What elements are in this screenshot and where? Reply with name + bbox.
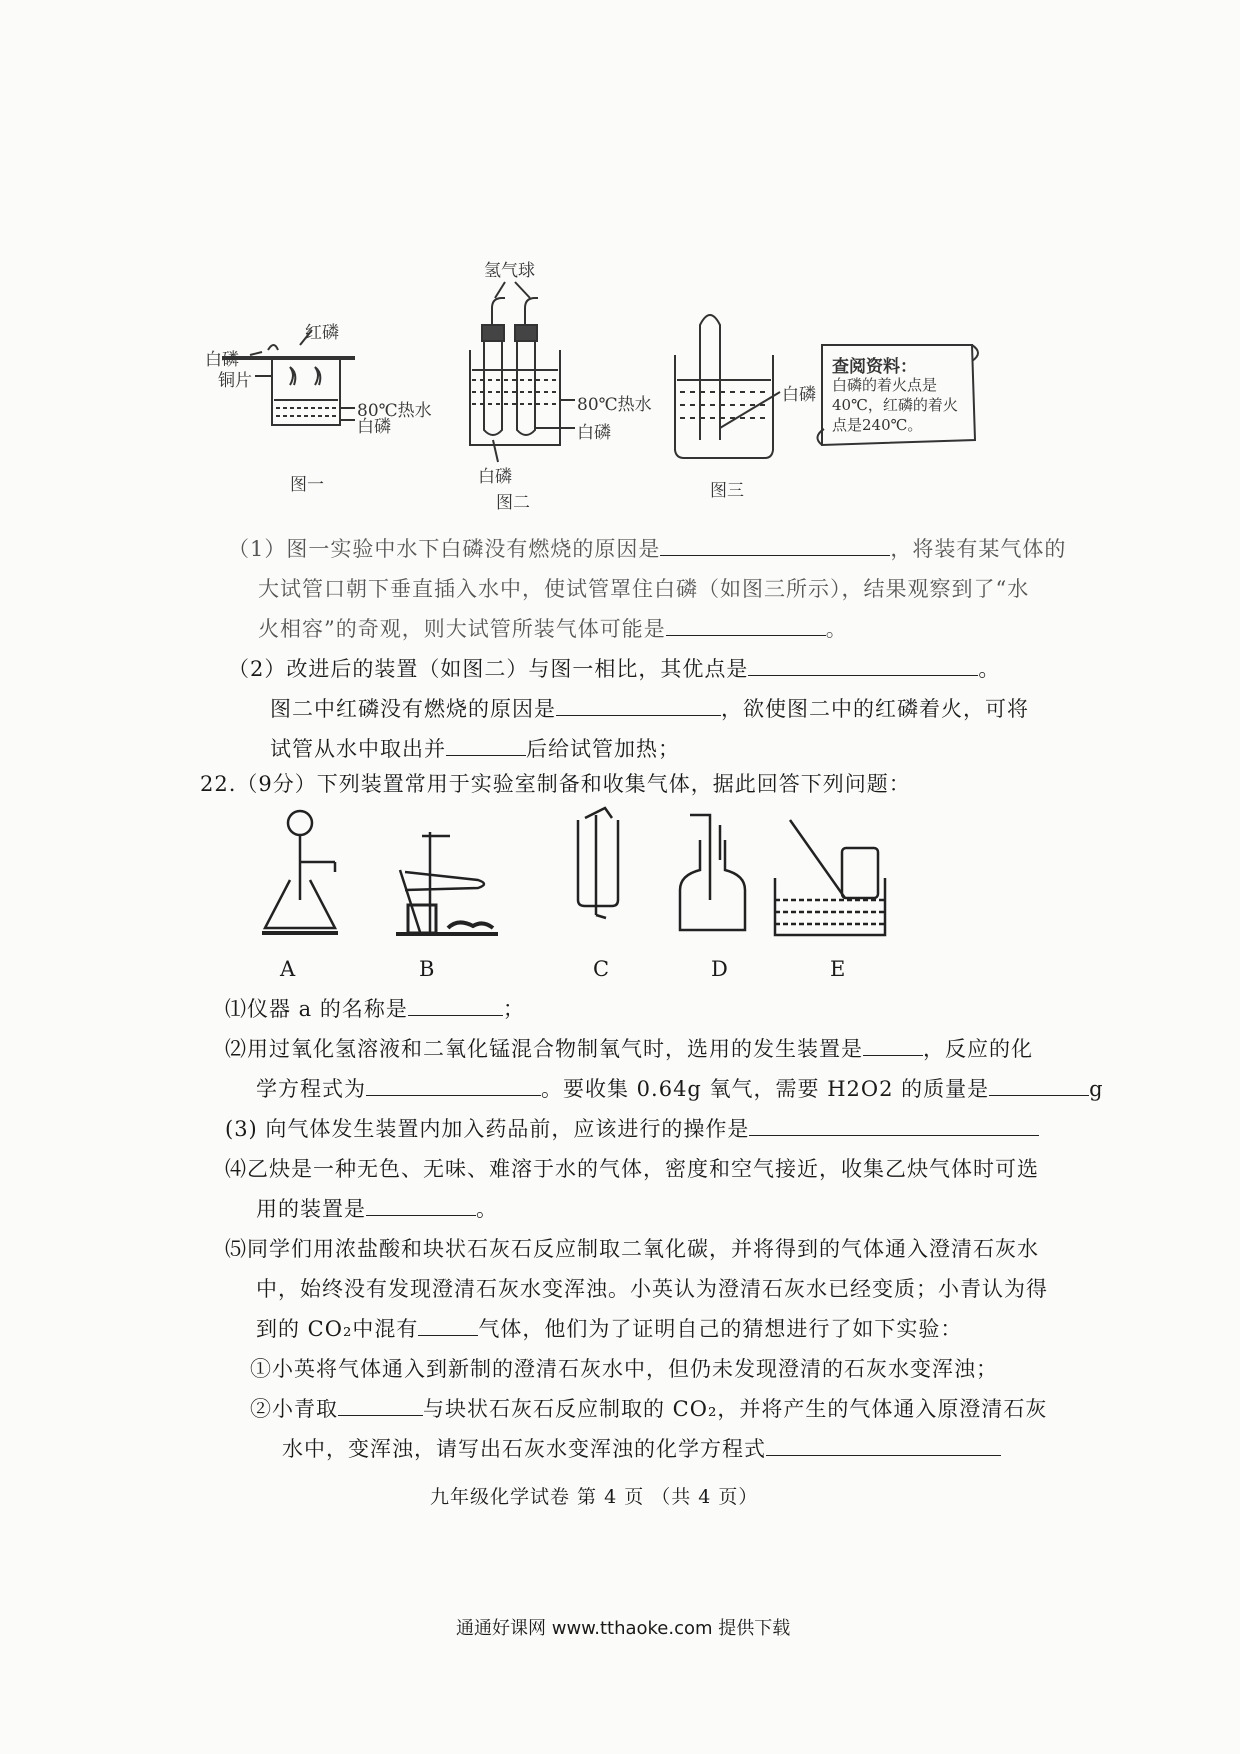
q22-s5-text: ⑸同学们用浓盐酸和块状石灰石反应制取二氧化碳，并将得到的气体通入澄清石灰水 [225, 1237, 1039, 1261]
download-watermark: 通通好课网 www.tthaoke.com 提供下载 [456, 1618, 791, 1639]
q21-p2-blank3[interactable] [446, 735, 526, 756]
q22-s4-line2 [256, 1195, 498, 1223]
fig2-label-balloon: 氢气球 [484, 261, 535, 281]
q21-p1-line1 [228, 535, 1066, 563]
note-box-line-2: 40℃，红磷的着火 [832, 396, 958, 414]
note-box-line-3: 点是240℃。 [832, 416, 923, 434]
q22-s3 [225, 1115, 1039, 1143]
q22-s2-line2-text: 学方程式为 [256, 1077, 366, 1101]
fig1-label-white-phosphorus-top: 白磷 [205, 350, 239, 370]
q21-p2-line2 [270, 695, 1029, 723]
q22-s1-blank[interactable] [408, 995, 503, 1016]
q22-s5-item1-text: ①小英将气体通入到新制的澄清石灰水中，但仍未发现澄清的石灰水变浑浊； [250, 1357, 998, 1381]
apparatus-label-d: D [711, 957, 729, 981]
q21-p2-line3 [270, 735, 680, 763]
apparatus-label-b: B [419, 957, 436, 981]
q22-s5-item2-line2 [282, 1435, 1001, 1463]
q21-p1-line2 [258, 575, 1029, 603]
q22-s2-line1 [225, 1035, 1033, 1063]
q21-p2-line3-tail: 后给试管加热； [526, 737, 680, 761]
note-box-line-1: 白磷的着火点是 [832, 376, 938, 394]
q22-s5-line2-text: 中，始终没有发现澄清石灰水变浑浊。小英认为澄清石灰水已经变质；小青认为得 [256, 1277, 1048, 1301]
q22-s5-line3-tail: 气体，他们为了证明自己的猜想进行了如下实验： [478, 1317, 963, 1341]
q22-s5-blank2[interactable] [338, 1395, 423, 1416]
q21-p1-line2-text: 大试管口朝下垂直插入水中，使试管罩住白磷（如图三所示），结果观察到了“水 [258, 577, 1030, 601]
q22-s5-item2-line2-text: 水中，变浑浊，请写出石灰水变浑浊的化学方程式 [282, 1437, 766, 1461]
q22-s2-blank1[interactable] [863, 1035, 923, 1056]
q22-s4-text: ⑷乙炔是一种无色、无味、难溶于水的气体，密度和空气接近，收集乙炔气体时可选 [225, 1157, 1039, 1181]
q22-s5-item2-tail: 与块状石灰石反应制取的 CO₂，并将产生的气体通入原澄清石灰 [423, 1397, 1048, 1421]
q22-s4-line1 [225, 1155, 1039, 1183]
q21-p2-line1: （2）改进后的装置（如图二）与图一相比，其优点是 。 [228, 657, 1001, 681]
q22-s3-blank[interactable] [749, 1115, 1039, 1136]
q22-s5-line3-text: 到的 CO₂中混有 [256, 1317, 419, 1341]
apparatus-label-a: A [280, 957, 297, 981]
q22-s5-line3 [256, 1315, 962, 1343]
q22-s5-line1 [225, 1235, 1039, 1263]
q22-s1 [225, 995, 525, 1023]
q22-s4-line2-tail: 。 [476, 1197, 498, 1221]
fig1-label-red-phosphorus: 红磷 [305, 323, 339, 343]
page-number-label: 九年级化学试卷 第 4 页 （共 4 页） [430, 1486, 759, 1508]
q21-p2-line2-tail: ，欲使图二中的红磷着火，可将 [721, 697, 1029, 721]
q22-s1-tail: ； [502, 997, 525, 1021]
q22-s2-line2-mid: 。要收集 0.64g 氧气，需要 H2O2 的质量是 [541, 1077, 990, 1101]
q22-s2-tail: ，反应的化 [923, 1037, 1033, 1061]
q22-header: 22.（9分）下列装置常用于实验室制备和收集气体，据此回答下列问题： [200, 772, 911, 796]
fig2-label-white-phosphorus-bottom: 白磷 [478, 467, 512, 487]
fig3-caption: 图三 [710, 481, 744, 501]
q21-p1-blank2[interactable] [666, 615, 826, 636]
q21-p2-blank1[interactable] [748, 655, 978, 676]
q22-s5-blank3[interactable] [766, 1435, 1001, 1456]
apparatus-label-c: C [593, 957, 611, 981]
q22-s5-line2 [256, 1275, 1048, 1303]
q21-p1-line3-text: 火相容”的奇观，则大试管所装气体可能是 [258, 617, 666, 641]
q21-p1-text: （1）图一实验中水下白磷没有燃烧的原因是 [228, 537, 661, 561]
q21-p1-tail: ，将装有某气体的 [890, 537, 1067, 561]
fig1-caption: 图一 [290, 475, 324, 495]
fig1-label-copper: 铜片 [218, 371, 252, 391]
fig1-label-white-phosphorus-bottom: 白磷 [357, 417, 391, 437]
q22-s2-blank2[interactable] [366, 1075, 541, 1096]
q22-s5-item1 [250, 1355, 998, 1383]
q22-s2-line2 [256, 1075, 1104, 1103]
q22-s5-item2-text: ②小青取 [250, 1397, 338, 1421]
q22-s2-text: ⑵用过氧化氢溶液和二氧化锰混合物制氧气时，选用的发生装置是 [225, 1037, 863, 1061]
fig3-label-white-phosphorus: 白磷 [782, 385, 816, 405]
fig2-label-white-phosphorus-right: 白磷 [577, 423, 611, 443]
q22-s4-line2-text: 用的装置是 [256, 1197, 366, 1221]
apparatus-label-e: E [830, 957, 847, 981]
q21-p1-line3: 火相容”的奇观，则大试管所装气体可能是 。 [258, 617, 848, 641]
note-box-title: 查阅资料： [832, 357, 917, 377]
fig2-label-hot-water: 80℃热水 [577, 395, 652, 415]
q21-p1-blank1[interactable] [660, 535, 890, 556]
q21-p2-line3-text: 试管从水中取出并 [270, 737, 446, 761]
q22-s2-line2-tail: g [1089, 1077, 1104, 1101]
q22-s4-blank[interactable] [366, 1195, 476, 1216]
q21-p2-text: （2）改进后的装置（如图二）与图一相比，其优点是 [228, 657, 749, 681]
q22-s1-text: ⑴仪器 a 的名称是 [225, 997, 408, 1021]
q21-p2-line2-text: 图二中红磷没有燃烧的原因是 [270, 697, 556, 721]
q22-s3-text: (3) 向气体发生装置内加入药品前，应该进行的操作是 [225, 1117, 750, 1141]
fig2-caption: 图二 [496, 493, 530, 513]
q21-p2-blank2[interactable] [556, 695, 721, 716]
q22-s5-item2 [250, 1395, 1047, 1423]
q22-s2-blank3[interactable] [989, 1075, 1089, 1096]
fig1-label-hot-water: 80℃热水 [357, 401, 432, 421]
q22-s5-blank1[interactable] [418, 1315, 478, 1336]
